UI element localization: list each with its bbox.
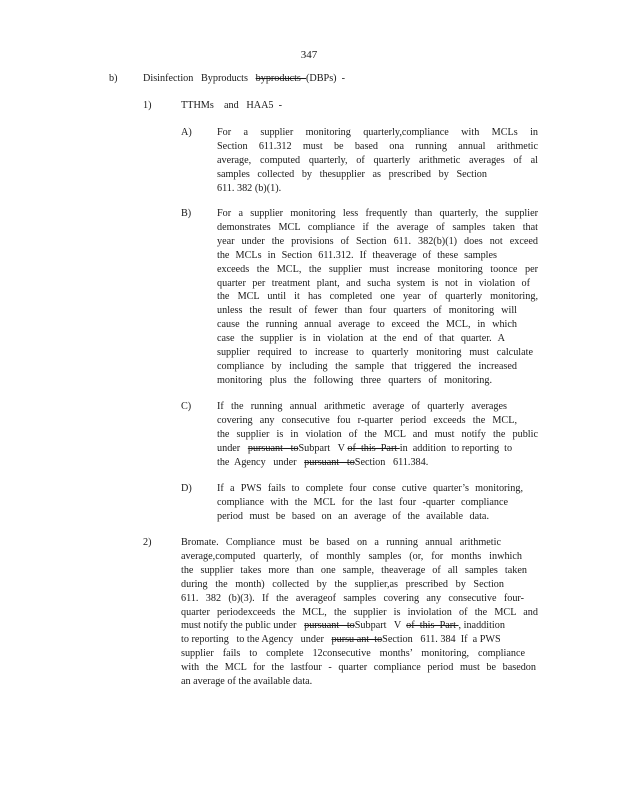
- paragraph-line: 611. 382 (b)(1).: [217, 182, 282, 194]
- paragraph-line: unless the result of fewer than four quarters of monitoring will: [217, 305, 517, 317]
- paragraph-line-with-deletions: [217, 456, 538, 470]
- paragraph-line: covering any consecutive fou r-quarter period exceeds the MCL,: [217, 414, 517, 426]
- paragraph-line: the supplier is in violation of the MCL and must notify the public: [217, 428, 538, 440]
- deleted-text: pursuant to: [304, 620, 355, 632]
- paragraph-line: compliance by including the sample that triggered the increased: [217, 360, 517, 372]
- paragraph-line: supplier required to increase to quarterly monitoring must calculate: [217, 347, 533, 359]
- paragraph-line: average, computed quarterly, of quarterly arithmetic averages of al: [217, 154, 538, 166]
- text-run: must notify the public under: [181, 620, 305, 632]
- paragraph-line: quarter periodexceeds the MCL, the supplier is inviolation of the MCL and: [181, 606, 538, 618]
- paragraph-line-with-deletions: [181, 619, 538, 633]
- subitem-c-paragraph: [217, 400, 538, 470]
- subitem-b-paragraph: [217, 207, 538, 388]
- deleted-text: byproducts: [255, 73, 306, 84]
- text-run: under: [217, 442, 248, 454]
- paragraph-line: quarter per treatment plant, and sucha system is not in violation of: [217, 277, 530, 289]
- text-run: , inaddition: [458, 620, 505, 632]
- text-run: Subpart V: [354, 620, 407, 632]
- item-2-paragraph: [181, 536, 538, 689]
- subitem-a-paragraph: [217, 126, 538, 196]
- paragraph-line: an average of the available data.: [181, 676, 313, 688]
- paragraph-line-with-deletions: [181, 633, 538, 647]
- paragraph-line: 611. 382 (b)(3). If the averageof samples covering any consecutive four-: [181, 592, 524, 604]
- deleted-text: of this Part: [406, 620, 459, 632]
- paragraph-line-with-deletions: [217, 442, 538, 456]
- paragraph-line: case the supplier is in violation at the end of that quarter. A: [217, 333, 505, 345]
- item-1-title: TTHMs and HAA5 -: [181, 100, 283, 111]
- deleted-text: pursuant to: [304, 456, 355, 468]
- paragraph-line: the supplier takes more than one sample, theaverage of all samples taken: [181, 564, 527, 576]
- subitem-d-label: D): [181, 483, 192, 494]
- item-1-label: 1): [143, 100, 152, 111]
- paragraph-line: during the month) collected by the supplier,as prescribed by Section: [181, 578, 504, 590]
- page-number: 347: [300, 49, 318, 61]
- paragraph-line: with the MCL for the lastfour - quarter compliance period must be basedon: [181, 662, 536, 674]
- paragraph-line: average,computed quarterly, of monthly samples (or, for months inwhich: [181, 550, 522, 562]
- subitem-c-label: C): [181, 401, 192, 412]
- subitem-d-paragraph: [217, 482, 538, 524]
- paragraph-line: period must be based on an average of the available data.: [217, 510, 489, 522]
- paragraph-line: Bromate. Compliance must be based on a running annual arithmetic: [181, 537, 501, 548]
- deleted-text: of this Part: [347, 442, 400, 454]
- subitem-a-label: A): [181, 127, 192, 138]
- paragraph-line: For a supplier monitoring less frequently than quarterly, the supplier: [217, 208, 538, 219]
- text-run: Section 611. 384 If a PWS: [382, 634, 501, 646]
- paragraph-line: For a supplier monitoring quarterly,compliance with MCLs in: [217, 127, 538, 138]
- paragraph-line: exceeds the MCL, the supplier must increase monitoring toonce per: [217, 263, 538, 275]
- paragraph-line: compliance with the MCL for the last four -quarter compliance: [217, 496, 508, 508]
- deleted-text: pursu ant to: [331, 634, 383, 646]
- paragraph-line: If a PWS fails to complete four conse cutive quarter’s monitoring,: [217, 483, 523, 494]
- text-run: in addition to reporting to: [399, 442, 513, 454]
- paragraph-line: samples collected by thesupplier as prescribed by Section: [217, 168, 487, 180]
- paragraph-line: Section 611.312 must be based ona running annual arithmetic: [217, 140, 538, 152]
- paragraph-line: supplier fails to complete 12consecutive months’ monitoring, compliance: [181, 648, 525, 660]
- section-b-heading: [143, 72, 345, 86]
- heading-suffix: (DBPs) -: [306, 73, 346, 84]
- subitem-b-label: B): [181, 208, 192, 219]
- paragraph-line: the MCLs in Section 611.312. If theaverage of these samples: [217, 249, 497, 261]
- text-run: Subpart V: [298, 442, 348, 454]
- paragraph-line: monitoring plus the following three quarters of monitoring.: [217, 374, 492, 386]
- text-run: to reporting to the Agency under: [181, 634, 332, 646]
- item-2-label: 2): [143, 537, 152, 548]
- paragraph-line: demonstrates MCL compliance if the average of samples taken that: [217, 221, 538, 233]
- paragraph-line: cause the running annual average to exceed the MCL, in which: [217, 319, 517, 331]
- text-run: the Agency under: [217, 456, 305, 468]
- paragraph-line: year under the provisions of Section 611. 382(b)(1) does not exceed: [217, 235, 538, 247]
- paragraph-line: the MCL until it has completed one year of quarterly monitoring,: [217, 291, 538, 303]
- heading-text: Disinfection Byproducts: [143, 73, 256, 84]
- text-run: Section 611.384.: [354, 456, 429, 468]
- deleted-text: pursuant to: [247, 442, 299, 454]
- section-b-label: b): [109, 73, 118, 84]
- paragraph-line: If the running annual arithmetic average of quarterly averages: [217, 401, 507, 412]
